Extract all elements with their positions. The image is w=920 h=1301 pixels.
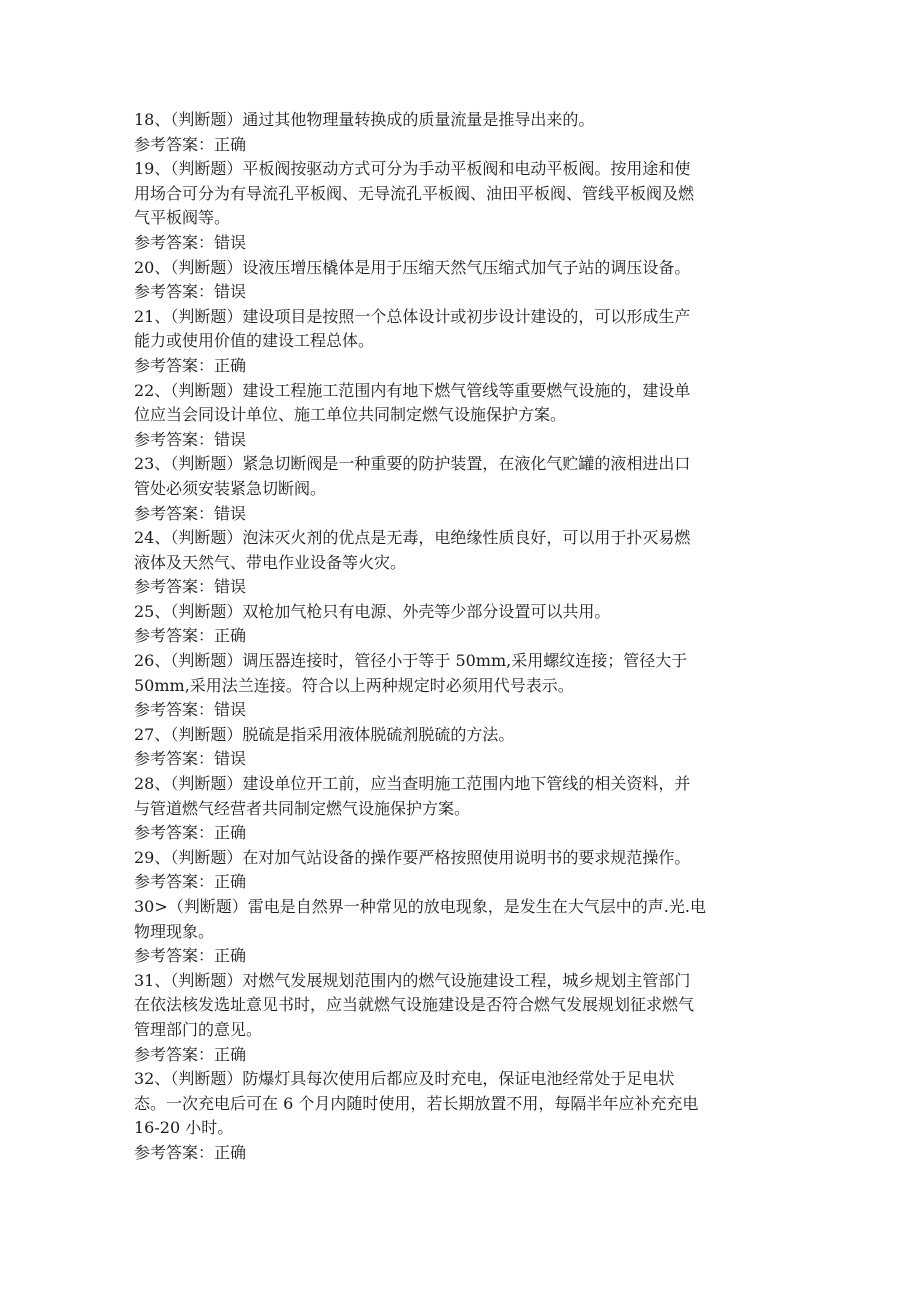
- question-text-line: 22、（判断题）建设工程施工范围内有地下燃气管线等重要燃气设施的，建设单: [134, 380, 691, 400]
- question-text-line: 在依法核发选址意见书时，应当就燃气设施建设是否符合燃气发展规划征求燃气: [134, 995, 695, 1015]
- question-text-line: 28、（判断题）建设单位开工前，应当查明施工范围内地下管线的相关资料，并: [134, 774, 691, 794]
- answer-value: 正确: [214, 946, 247, 966]
- question-text-line: 气平板阀等。: [134, 208, 231, 228]
- answer-value: 正确: [214, 1044, 247, 1064]
- question-text-line: 管理部门的意见。: [134, 1019, 263, 1039]
- question-text-line: 27、（判断题）脱硫是指采用液体脱硫剂脱硫的方法。: [134, 724, 515, 744]
- question-text-line: 与管道燃气经营者共同制定燃气设施保护方案。: [134, 798, 471, 818]
- question-block: [134, 452, 794, 526]
- answer-line: [134, 747, 794, 772]
- question-text-line: 50mm,采用法兰连接。符合以上两种规定时必须用代号表示。: [134, 675, 574, 695]
- question-text-line: 30>（判断题）雷电是自然界一种常见的放电现象，是发生在大气层中的声.光.电: [134, 897, 706, 916]
- answer-value: 错误: [214, 700, 247, 720]
- question-block: [134, 895, 794, 969]
- question-text-line: 31、（判断题）对燃气发展规划范围内的燃气设施建设工程，城乡规划主管部门: [134, 970, 691, 990]
- answer-line: [134, 502, 794, 527]
- answer-value: 正确: [214, 1142, 247, 1162]
- answer-label: 参考答案：: [134, 872, 215, 892]
- answer-value: 正确: [214, 823, 247, 843]
- answer-value: 错误: [214, 749, 247, 769]
- answer-label: 参考答案：: [134, 355, 215, 375]
- question-text-line: 位应当会同设计单位、施工单位共同制定燃气设施保护方案。: [134, 405, 567, 425]
- answer-value: 正确: [214, 355, 247, 375]
- answer-line: [134, 1043, 794, 1068]
- question-block: [134, 305, 794, 379]
- answer-line: [134, 1141, 794, 1166]
- answer-label: 参考答案：: [134, 503, 215, 523]
- question-block: [134, 256, 794, 305]
- question-text-line: 23、（判断题）紧急切断阀是一种重要的防护装置，在液化气贮罐的液相进出口: [134, 454, 691, 474]
- answer-label: 参考答案：: [134, 282, 215, 302]
- answer-value: 错误: [214, 577, 247, 597]
- question-text-line: 18、（判断题）通过其他物理量转换成的质量流量是推导出来的。: [134, 110, 595, 129]
- question-block: [134, 108, 794, 157]
- answer-label: 参考答案：: [134, 946, 215, 966]
- answer-label: 参考答案：: [134, 577, 215, 597]
- answer-line: [134, 280, 794, 305]
- question-block: [134, 772, 794, 846]
- answer-line: [134, 133, 794, 158]
- question-text-line: 26、（判断题）调压器连接时，管径小于等于 50mm,采用螺纹连接；管径大于: [134, 651, 688, 671]
- question-text-line: 16-20 小时。: [134, 1118, 234, 1138]
- question-block: [134, 723, 794, 772]
- answer-label: 参考答案：: [134, 1044, 215, 1064]
- answer-value: 错误: [214, 429, 247, 449]
- question-text-line: 能力或使用价值的建设工程总体。: [134, 331, 375, 351]
- question-block: [134, 600, 794, 649]
- answer-label: 参考答案：: [134, 1142, 215, 1162]
- question-text-line: 32、（判断题）防爆灯具每次使用后都应及时充电，保证电池经常处于足电状: [134, 1069, 675, 1089]
- question-text-line: 25、（判断题）双枪加气枪只有电源、外壳等少部分设置可以共用。: [134, 601, 611, 621]
- question-block: [134, 526, 794, 600]
- question-text-line: 20、（判断题）设液压增压橇体是用于压缩天然气压缩式加气子站的调压设备。: [134, 257, 691, 277]
- question-block: [134, 379, 794, 453]
- question-block: [134, 969, 794, 1067]
- question-text-line: 管处必须安装紧急切断阀。: [134, 478, 327, 498]
- answer-line: [134, 575, 794, 600]
- answer-line: [134, 428, 794, 453]
- question-block: [134, 157, 794, 255]
- answer-label: 参考答案：: [134, 823, 215, 843]
- answer-line: [134, 821, 794, 846]
- question-text-line: 用场合可分为有导流孔平板阀、无导流孔平板阀、油田平板阀、管线平板阀及燃: [134, 183, 695, 203]
- answer-line: [134, 698, 794, 723]
- answer-value: 正确: [214, 134, 247, 154]
- question-text-line: 21、（判断题）建设项目是按照一个总体设计或初步设计建设的，可以形成生产: [134, 306, 691, 326]
- answer-line: [134, 870, 794, 895]
- question-block: [134, 649, 794, 723]
- answer-label: 参考答案：: [134, 700, 215, 720]
- answer-label: 参考答案：: [134, 232, 215, 252]
- answer-value: 正确: [214, 626, 247, 646]
- question-text-line: 19、（判断题）平板阀按驱动方式可分为手动平板阀和电动平板阀。按用途和使: [134, 159, 691, 179]
- answer-label: 参考答案：: [134, 134, 215, 154]
- answer-line: [134, 624, 794, 649]
- answer-line: [134, 231, 794, 256]
- question-block: [134, 1067, 794, 1165]
- answer-label: 参考答案：: [134, 429, 215, 449]
- answer-line: [134, 354, 794, 379]
- answer-value: 错误: [214, 232, 247, 252]
- answer-value: 错误: [214, 282, 247, 302]
- question-block: [134, 846, 794, 895]
- answer-value: 错误: [214, 503, 247, 523]
- question-text-line: 液体及天然气、带电作业设备等火灾。: [134, 552, 407, 572]
- document-page: [134, 108, 794, 1166]
- answer-line: [134, 944, 794, 969]
- question-text-line: 24、（判断题）泡沫灭火剂的优点是无毒，电绝缘性质良好，可以用于扑灭易燃: [134, 528, 691, 548]
- question-text-line: 物理现象。: [134, 921, 215, 941]
- answer-label: 参考答案：: [134, 749, 215, 769]
- answer-value: 正确: [214, 872, 247, 892]
- question-text-line: 29、（判断题）在对加气站设备的操作要严格按照使用说明书的要求规范操作。: [134, 847, 691, 867]
- question-text-line: 态。一次充电后可在 6 个月内随时使用，若长期放置不用，每隔半年应补充充电: [134, 1093, 699, 1113]
- answer-label: 参考答案：: [134, 626, 215, 646]
